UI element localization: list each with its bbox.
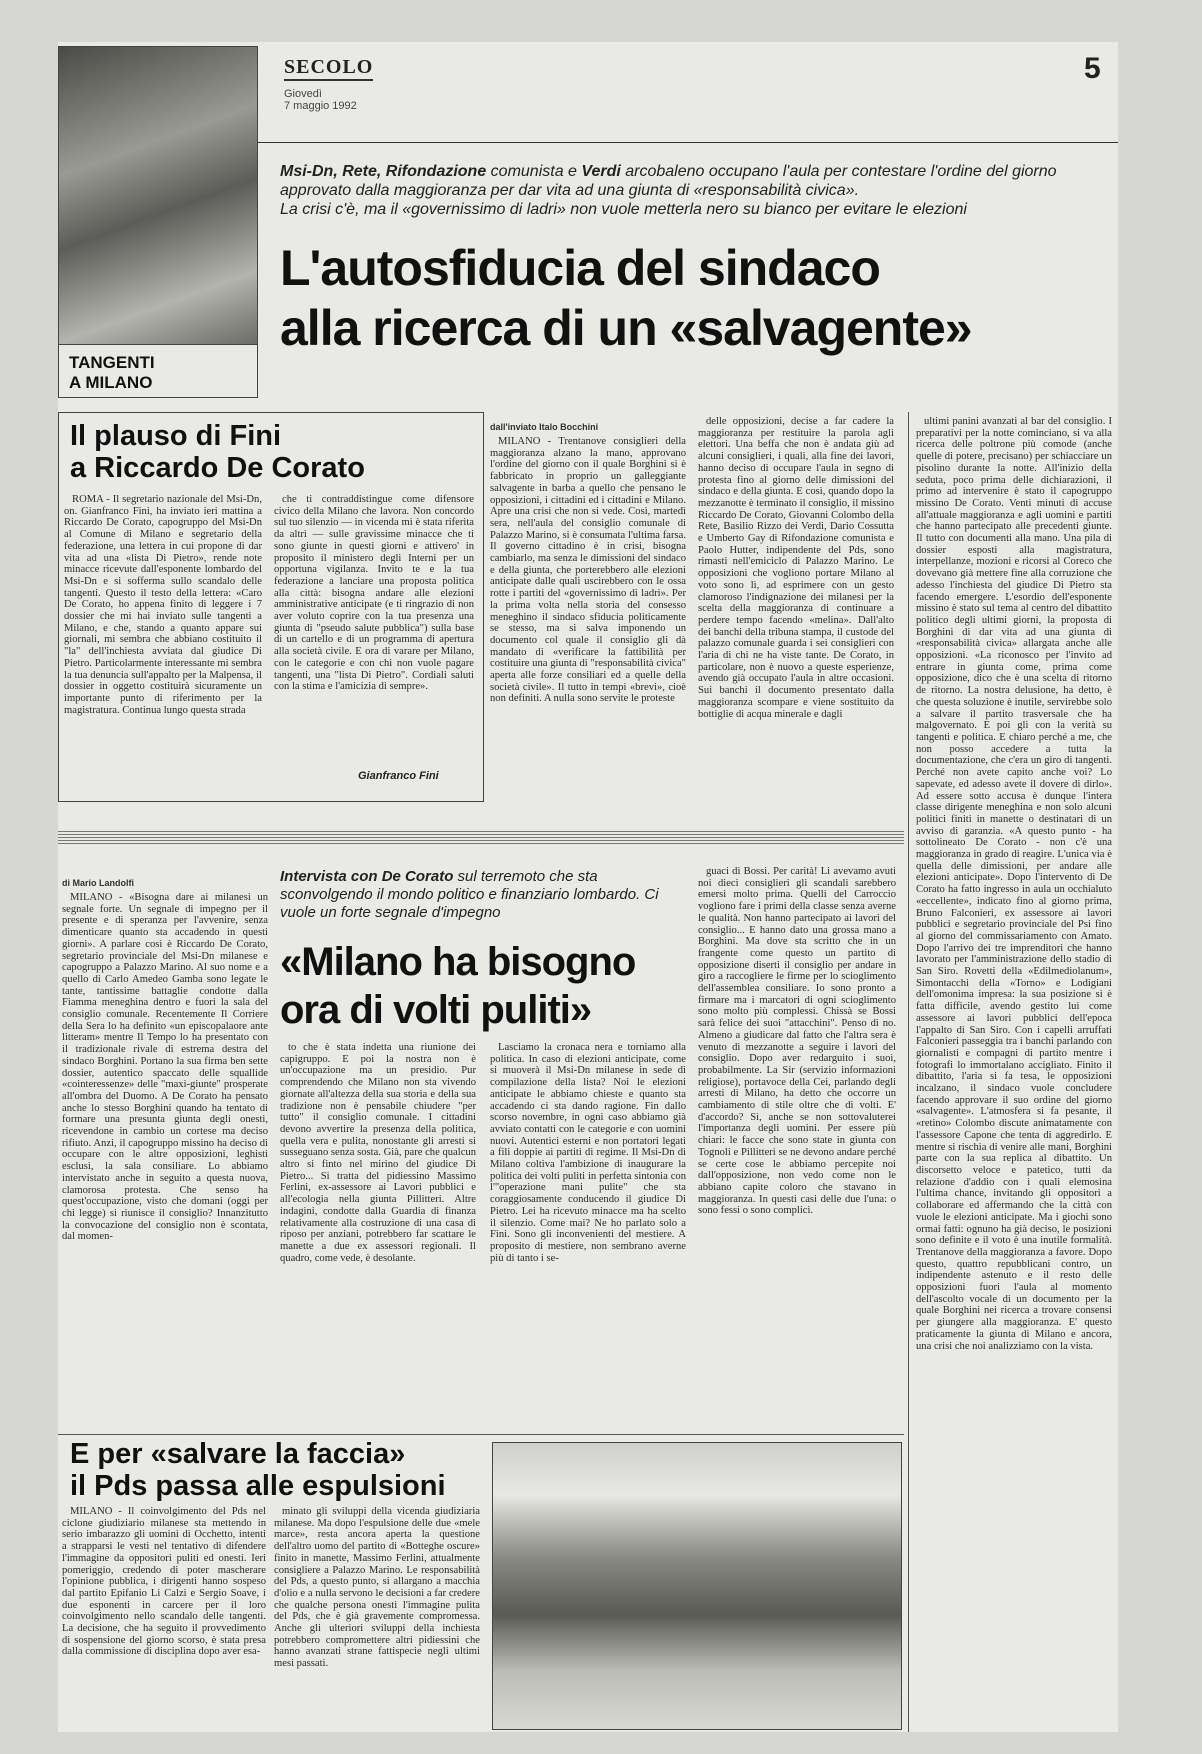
interview-kicker-bold: Intervista con De Corato: [280, 868, 454, 885]
section-tag-line1: TANGENTI: [69, 353, 155, 372]
fini-column-1: [64, 494, 262, 792]
interview-column-1: [62, 892, 268, 1422]
fini-column-2: [274, 494, 474, 758]
pds-headline-line1: E per «salvare la faccia»: [70, 1438, 406, 1470]
main-column-3: [916, 416, 1112, 1726]
fini-headline-line1: Il plauso di Fini: [70, 420, 282, 452]
fini-signature: Gianfranco Fini: [358, 770, 439, 782]
pds-headline: [70, 1438, 490, 1502]
fini-headline: [70, 420, 470, 484]
interview-text-3: Lasciamo la cronaca nera e torniamo alla politica. In caso di elezioni anticipate, come si muoverà il Msi-Dn milanese in sede di compilazione della lista? Noi le elezioni anticipate le abbiamo chieste e quanto sta accadendo ci sta dando ragione. Fin dallo scorso novembre, in ogni caso abbiamo già avviato contatti con le categorie e con uomini nuovi. Autentici esterni e non portatori legati a fili doppie ai partiti di regime. Il Msi-Dn di Milano coltiva l'ambizione di inaugurare la politica dei volti puliti in perfetta sintonia con l'"operazione mani pulite" che sta coraggiosamente conducendo il giudice Di Pietro. Lei ha ricevuto minacce ma ha scelto il silenzio. Come mai? Ne ho parlato solo a Fini. Sono gli inconvenienti del mestiere. A proposito di mestiere, non sembrano averne più di tanto i se-: [490, 1042, 686, 1264]
masthead-date: [284, 88, 357, 112]
page-number: 5: [1084, 52, 1101, 85]
pds-column-2: [274, 1506, 480, 1728]
tangenti-photo: [58, 46, 258, 346]
pds-headline-line2: il Pds passa alle espulsioni: [70, 1470, 446, 1502]
masthead-date-value: 7 maggio 1992: [284, 100, 357, 112]
interview-kicker: [280, 868, 680, 922]
masthead-title: SECOLO: [284, 56, 373, 81]
lead-headline: [280, 238, 1110, 358]
masthead-day: Giovedì: [284, 88, 322, 100]
main-column-2: [698, 416, 894, 802]
fini-headline-line2: a Riccardo De Corato: [70, 452, 365, 484]
section-tag-box: [58, 344, 258, 398]
interview-byline: di Mario Landolfi: [62, 878, 134, 888]
main-text-1: MILANO - Trentanove consiglieri della maggioranza alzano la mano, approvano l'ordine del giorno con il quale Borghini si è fabbricato in proprio un galleggiante salvagente in barba a quello che pensano le opposizioni, i cittadini ed i cittadini e Milano. Apre una crisi che non si vede. Così, martedì sera, nell'aula del consiglio comunale di Palazzo Marino, si è consumata l'ultima farsa. Il governo cittadino è in crisi, bisogna cambiarlo, ma senza le dimissioni del sindaco e della giunta, che porterebbero alle elezioni anticipate dalle quali uscirebbero con le ossa rotte i partiti del «governissimo di ladri». Per la prima volta nella storia del consesso meneghino il sindaco sfiducia politicamente se stesso, ma si salva imponendo un documento col quale il consiglio gli dà mandato di «verificare la fattibilità per costituire una giunta di "responsabilità civica" aperta alle forze consiliari ed a quelle della società civile». Il tutto in tempi «brevi», cioè non definiti. A nulla sono servite le proteste: [490, 436, 686, 705]
pds-column-1: [62, 1506, 266, 1728]
interview-column-4: [698, 866, 896, 1424]
interview-text-2: to che è stata indetta una riunione dei capigruppo. E poi la nostra non è un'occupazione ma un presidio. Pur comprendendo che Milano non sta vivendo giornate all'altezza della sua storia e della sua tradizione non è pensabile chiudere "per tutto" il consiglio comunale. I cittadini devono avvertire la presenza della politica, quella vera e pulita, nonostante gli arresti si susseguano senza sosta. Già, pare che qualcun altro si finto nel mirino del giudice Di Pietro... Si tratta del pidiessino Massimo Ferlini, ex-assessore ai Lavori pubblici e all'ecologia nella giunta Pillitteri. Altre indagini, condotte dalla Guardia di finanza relativamente alla costruzione di una casa di riposo per anziani, potrebbero far scattare le manette a due ex assessori regionali. Il quadro, come vede, è desolante.: [280, 1042, 476, 1264]
section-tag-line2: A MILANO: [69, 373, 153, 392]
metro-photo: [492, 1442, 902, 1730]
pds-text-2: minato gli sviluppi della vicenda giudiziaria milanese. Ma dopo l'espulsione delle due «mele marce», resta ancora aperta la questione dell'altro uomo del partito di «Botteghe oscure» finito in manette, Massimo Ferlini, attualmente consigliere a Palazzo Marino. Le responsabilità del Pds, a questo punto, si allargano a macchia d'olio e a nulla servono le decisioni a far credere che qualche persona onesti l'immagine pulita del Pds, che è già gravemente compromessa. Anche gli ulteriori sviluppi della inchiesta potrebbero compromettere altri pidiessini che hanno avanzati strane fattispecie negli ultimi mesi passati.: [274, 1506, 480, 1670]
interview-headline: [280, 938, 700, 1034]
main-column-1: [490, 436, 686, 802]
kicker-line-2: La crisi c'è, ma il «governissimo di ladri» non vuole metterla nero su bianco per evitare le elezioni: [280, 201, 967, 218]
lead-kicker: [280, 162, 1100, 219]
main-byline: dall'inviato Italo Bocchini: [490, 422, 599, 432]
kicker-text-1: comunista e: [486, 163, 582, 180]
kicker-text-2: arcobaleno occupano l'aula per contestare l'ordine del giorno approvato dalla maggioranza per dar vita ad una giunta di «responsabilità civica».: [280, 163, 1057, 199]
fini-text-2: che ti contraddistingue come difensore civico della Milano che lavora. Non concordo sul tuo silenzio — in vicenda mi è stata riferita da altri — sulle gravissime minacce che ti sono giunte in questi giorni e attivero' in proposito il ministero degli Interni per un opportuna vigilanza. Invito te e la tua federazione a lanciare una proposta politica alla città: bisogna andare alle elezioni amministrative anticipate (e ti ringrazio di non aver voluto coprire con la tua presenza una giunta di "pseudo salute pubblica") sulla base di un cartello e di un programma di apertura alla società civile. E ora di varare per Milano, con le categorie e con chi non vuole pagare tangenti, una "lista Di Pietro". Cordiali saluti con la stima e l'amicizia di sempre».: [274, 494, 474, 693]
kicker-bold-1: Msi-Dn, Rete, Rifondazione: [280, 163, 487, 180]
interview-headline-line2: ora di volti puliti»: [280, 988, 592, 1032]
kicker-bold-2: Verdi: [581, 163, 621, 180]
interview-headline-line1: «Milano ha bisogno: [280, 940, 636, 984]
interview-column-2: [280, 1042, 476, 1424]
main-text-2: delle opposizioni, decise a far cadere la maggioranza per restituire la parola agli elettori. Una beffa che non è andata giù ad alcuni consiglieri, i quali, alla fine dei lavori, hanno deciso di occupare l'aula in segno di protesta fino al giorno delle dimissioni del sindaco e della giunta. E così, quando dopo la mezzanotte è terminato il consiglio, il missino Riccardo De Corato, Giovanni Colombo della Rete, Basilio Rizzo dei Verdi, Dario Cossutta e Umberto Gay di Rifondazione comunista e Paolo Hutter, indipendente del Pds, sono rimasti nell'emiciclo di Palazzo Marino. Le opposizioni che vogliono portare Milano al voto sono lì, ad esprimere con un gesto clamoroso l'indignazione dei milanesi per la scelta della maggioranza di continuare a perdere tempo facendo «melina». Dall'alto dei banchi della tribuna stampa, il custode del palazzo comunale guarda i sei consiglieri con l'aria di chi ne ha viste tante. De Corato, in particolare, non è nuovo a queste esperienze, avendo già occupato l'aula in altre occasioni. Sui banchi il documento presentato dalla maggioranza scompare e viene sostituito da bottiglie di acqua minerale e dagli: [698, 416, 894, 720]
fini-text-1: ROMA - Il segretario nazionale del Msi-Dn, on. Gianfranco Fini, ha inviato ieri mattina a Riccardo De Corato, capogruppo del Msi-Dn al Comune di Milano e segretario della federazione, una lettera in cui propone di dar vita ad una «lista Di Pietro», rende note minacce ricevute dall'esponente lombardo del Msi-Dn e si sofferma sullo scandalo delle tangenti. Questo il testo della lettera: «Caro De Corato, ho appena finito di leggere i 7 dossier che mi hai inviato sulle tangenti a Milano, e che, stando a quanto appare sui giornali, mi sembra che abbiano costituito il "la" dell'inchiesta avviata dal giudice Di Pietro. Particolarmente interessante mi sembra la tua denuncia sull'appalto per la Malpensa, il dossier in oggetto costituirà sicuramente un importante punto di riferimento per la magistratura. Continua lungo questa strada: [64, 494, 262, 716]
pds-text-1: MILANO - Il coinvolgimento del Pds nel ciclone giudiziario milanese sta mettendo in serio imbarazzo gli uomini di Occhetto, intenti a strapparsi le vesti nel tentativo di difendere l'immagine da oppositori puliti ed onesti. Ieri pomeriggio, credendo di poter mascherare l'opinione pubblica, i dirigenti hanno sospeso dal partito Epifanio Li Calzi e Sergio Soave, i due esponenti in carcere per il loro coinvolgimento nello scandalo delle tangenti. La decisione, che ha seguito il provvedimento di sospensione del giorno scorso, è stata presa dalla commissione di disciplina dopo aver esa-: [62, 1506, 266, 1658]
main-text-3: ultimi panini avanzati al bar del consiglio. I preparativi per la notte cominciano, si va alla ricerca delle poltrone più comode (anche quelle di potere, precisano) per schiacciare un pisolino durante la notte. All'inizio della seduta, poco prima delle dichiarazioni, il primo ad intervenire è stato il capogruppo missino De Corato. Venti minuti di accuse all'attuale maggioranza e agli uomini e partiti che hanno partecipato alle precedenti giunte. Il tutto con documenti alla mano. Una pila di dossier esposti alla magistratura, interpellanze, mozioni e ricorsi al Coreco che dovevano già mettere fine alla corruzione che adesso l'inchiesta del giudice Di Pietro sta facendo emergere. L'esordio dell'esponente missino è stato sul tema al centro del dibattito politico degli ultimi giorni, la proposta di Borghini di dar vita ad una giunta di «responsabilità civica» allargata anche alle opposizioni. «La riconosco per l'invito ad entrare in giunta come, prima come opposizione, dico che è una scelta di ritorno de ritorno. La nostra delusione, ha detto, è che questa soluzione è inutile, servirebbe solo a salvare il partito trasversale che ha malgovernato. E poi gli con la verità su tangenti e politica. E chiaro perché a me, che non posso accedere a tutta la documentazione, che c'era un giro di tangenti. Perché non avete capito anche voi? Lo sapevate, ed adesso avete il dovere di dirlo». Ad essere sotto accusa è dunque l'intera classe dirigente meneghina e non solo alcuni politici finiti in manette o destinatari di un avviso di garanzia. «A questo punto - ha sottolineato De Corato - non c'è una maggioranza in grado di reagire. L'unica via è quella delle dimissioni, per andare alle elezioni anticipate». Dopo l'intervento di De Corato ha fatto ingresso in aula un occhialuto «eccellente», indicato fino al giorno prima, Bruno Falconieri, ex assessore ai lavori pubblici e segretario provinciale del Psi fino al giorno del commissariamento con Amato. Dopo l'arrivo dei tre imprenditori che hanno lavorato per l'amministrazione dello stadio di San Siro. Rovetti della «Edilmediolanum», Simontacchi della «Torno» e Lodigiani dell'omonima impresa: la sua posizione si è fatta difficile, avendo gestito lui come assessore ai lavori pubblici dell'epoca l'appalto di San Siro. Con i capelli arruffati Falconieri passeggia tra i banchi parlando con giornalisti e compagni di partito mentre i fotografi lo immortalano accigliato. Finito il dibattito, l'aria si fa tesa, le opposizioni incalzano, il sindaco vuole concludere facendo approvare il suo ordine del giorno «salvagente». L'atmosfera si fa pesante, il «retino» Colombo discute animatamente con l'assessore Capone che tenta di aggredirlo. E mentre si rischia di venire alle mani, Borghini parte con la sua replica al dibattito. Un discorsetto veloce e patetico, tutti da relazione d'addio con i quali elemosina l'ultima chance, invitando gli oppositori a collaborare ed affermando che la città con vuole le elezioni anticipate. Ma i giochi sono ormai fatti: ognuno ha già deciso, le posizioni sono definite e il voto è una inutile formalità. Trentanove della maggioranza a favore. Dopo questo, quattro repubblicani contro, un indipendente astenuto e il resto delle opposizioni fuori l'aula al momento dell'ascolto vocale di un documento per la quale Borghini nei ricerca a trovare consensi per giungere alla maggioranza. E' questo praticamente la giunta di Milano e ancora, una crisi che noi analizziamo con la vista.: [916, 416, 1112, 1352]
interview-column-3: [490, 1042, 686, 1424]
interview-text-4: guaci di Bossi. Per carità! Li avevamo avuti noi dieci consiglieri gli scandali sarebbero emersi molto prima. Quelli del Carroccio vogliono fare i primi della classe senza averne le qualità. Non hanno partecipato ai lavori del consiglio... E hanno dato una grossa mano a Borghini. Ma dove sta scritto che in un frangente come questo un partito di opposizione diserti il consiglio per andare in giro a raccogliere le firme per lo scioglimento dell'assemblea consiliare. Io sono pronto a firmare ma i marcatori di ogni scioglimento sono molto più complessi. Chissà se Bossi sarà felice dei suoi "attacchini". Penso di no. Almeno a giudicare dal fatto che l'altra sera è venuto di mezzanotte a seguire i lavori del consiglio. Dopo aver redarguito i suoi, probabilmente. La Sir (servizio informazioni religiose), portavoce della Cei, parlando degli arresti di Milano, ha detto che occorre un cambiamento di stile oltre che di volti. E' d'accordo? Sì, anche se non sottovaluterei l'importanza degli uomini. Per essere più chiari: le facce che sono state in giunta con Tognoli e Pillitteri se ne devono andare perché se certe cose le abbiamo percepite noi dall'opposizione, non vedo come non le abbiano capite coloro che stavano in maggioranza. In questi casi delle due l'una: o sono fessi o sono complici.: [698, 866, 896, 1217]
interview-kicker-text: sul terremoto che sta sconvolgendo il mondo politico e finanziario lombardo. Ci vuole un forte segnale d'impegno: [280, 868, 659, 921]
section-separator: [58, 830, 904, 844]
lead-headline-line2: alla ricerca di un «salvagente»: [280, 300, 972, 356]
newspaper-page: [58, 42, 1118, 1732]
interview-text-1: MILANO - «Bisogna dare ai milanesi un segnale forte. Un segnale di impegno per il presente e di speranza per l'avvenire, senza dimenticare quanto sta accadendo in questi giorni». A parlare così è Riccardo De Corato, segretario provinciale del Msi-Dn milanese e capogruppo a Palazzo Marino. Al suo nome e a quello di Carlo Amedeo Gamba sono legate le tante, tantissime battaglie condotte dalla Fiamma meneghina dentro e fuori la sala del consiglio comunale. Recentemente Il Corriere della Sera lo ha definito «un episcopalaore ante litteram» mentre Il Tempo lo ha presentato con il tradizionale rivale di estrema destra del sindaco Borghini. Portano la sua firma ben sette dossier, autentico spaccato delle squallide «cointeressenze» delle "maxi-giunte" prosperate all'ombra del Duomo. A De Corato ha pensato anche lo stesso Borghini quando ha tentato di formare una presunta giunta degli onesti, ricevendone in cambio un cortese ma deciso rifiuto. Anzi, il capogruppo missino ha deciso di occupare con le altre opposizioni, leghisti esclusi, la sala consiliare. Lo abbiamo intervistato anche in seguito a questa nuova, clamorosa protesta. Che senso ha quest'occupazione, visto che domani (oggi per chi legge) si riunisce il consiglio? Innanzitutto la convocazione del consiglio non è scontata, dal momen-: [62, 892, 268, 1243]
lead-headline-line1: L'autosfiducia del sindaco: [280, 240, 880, 296]
